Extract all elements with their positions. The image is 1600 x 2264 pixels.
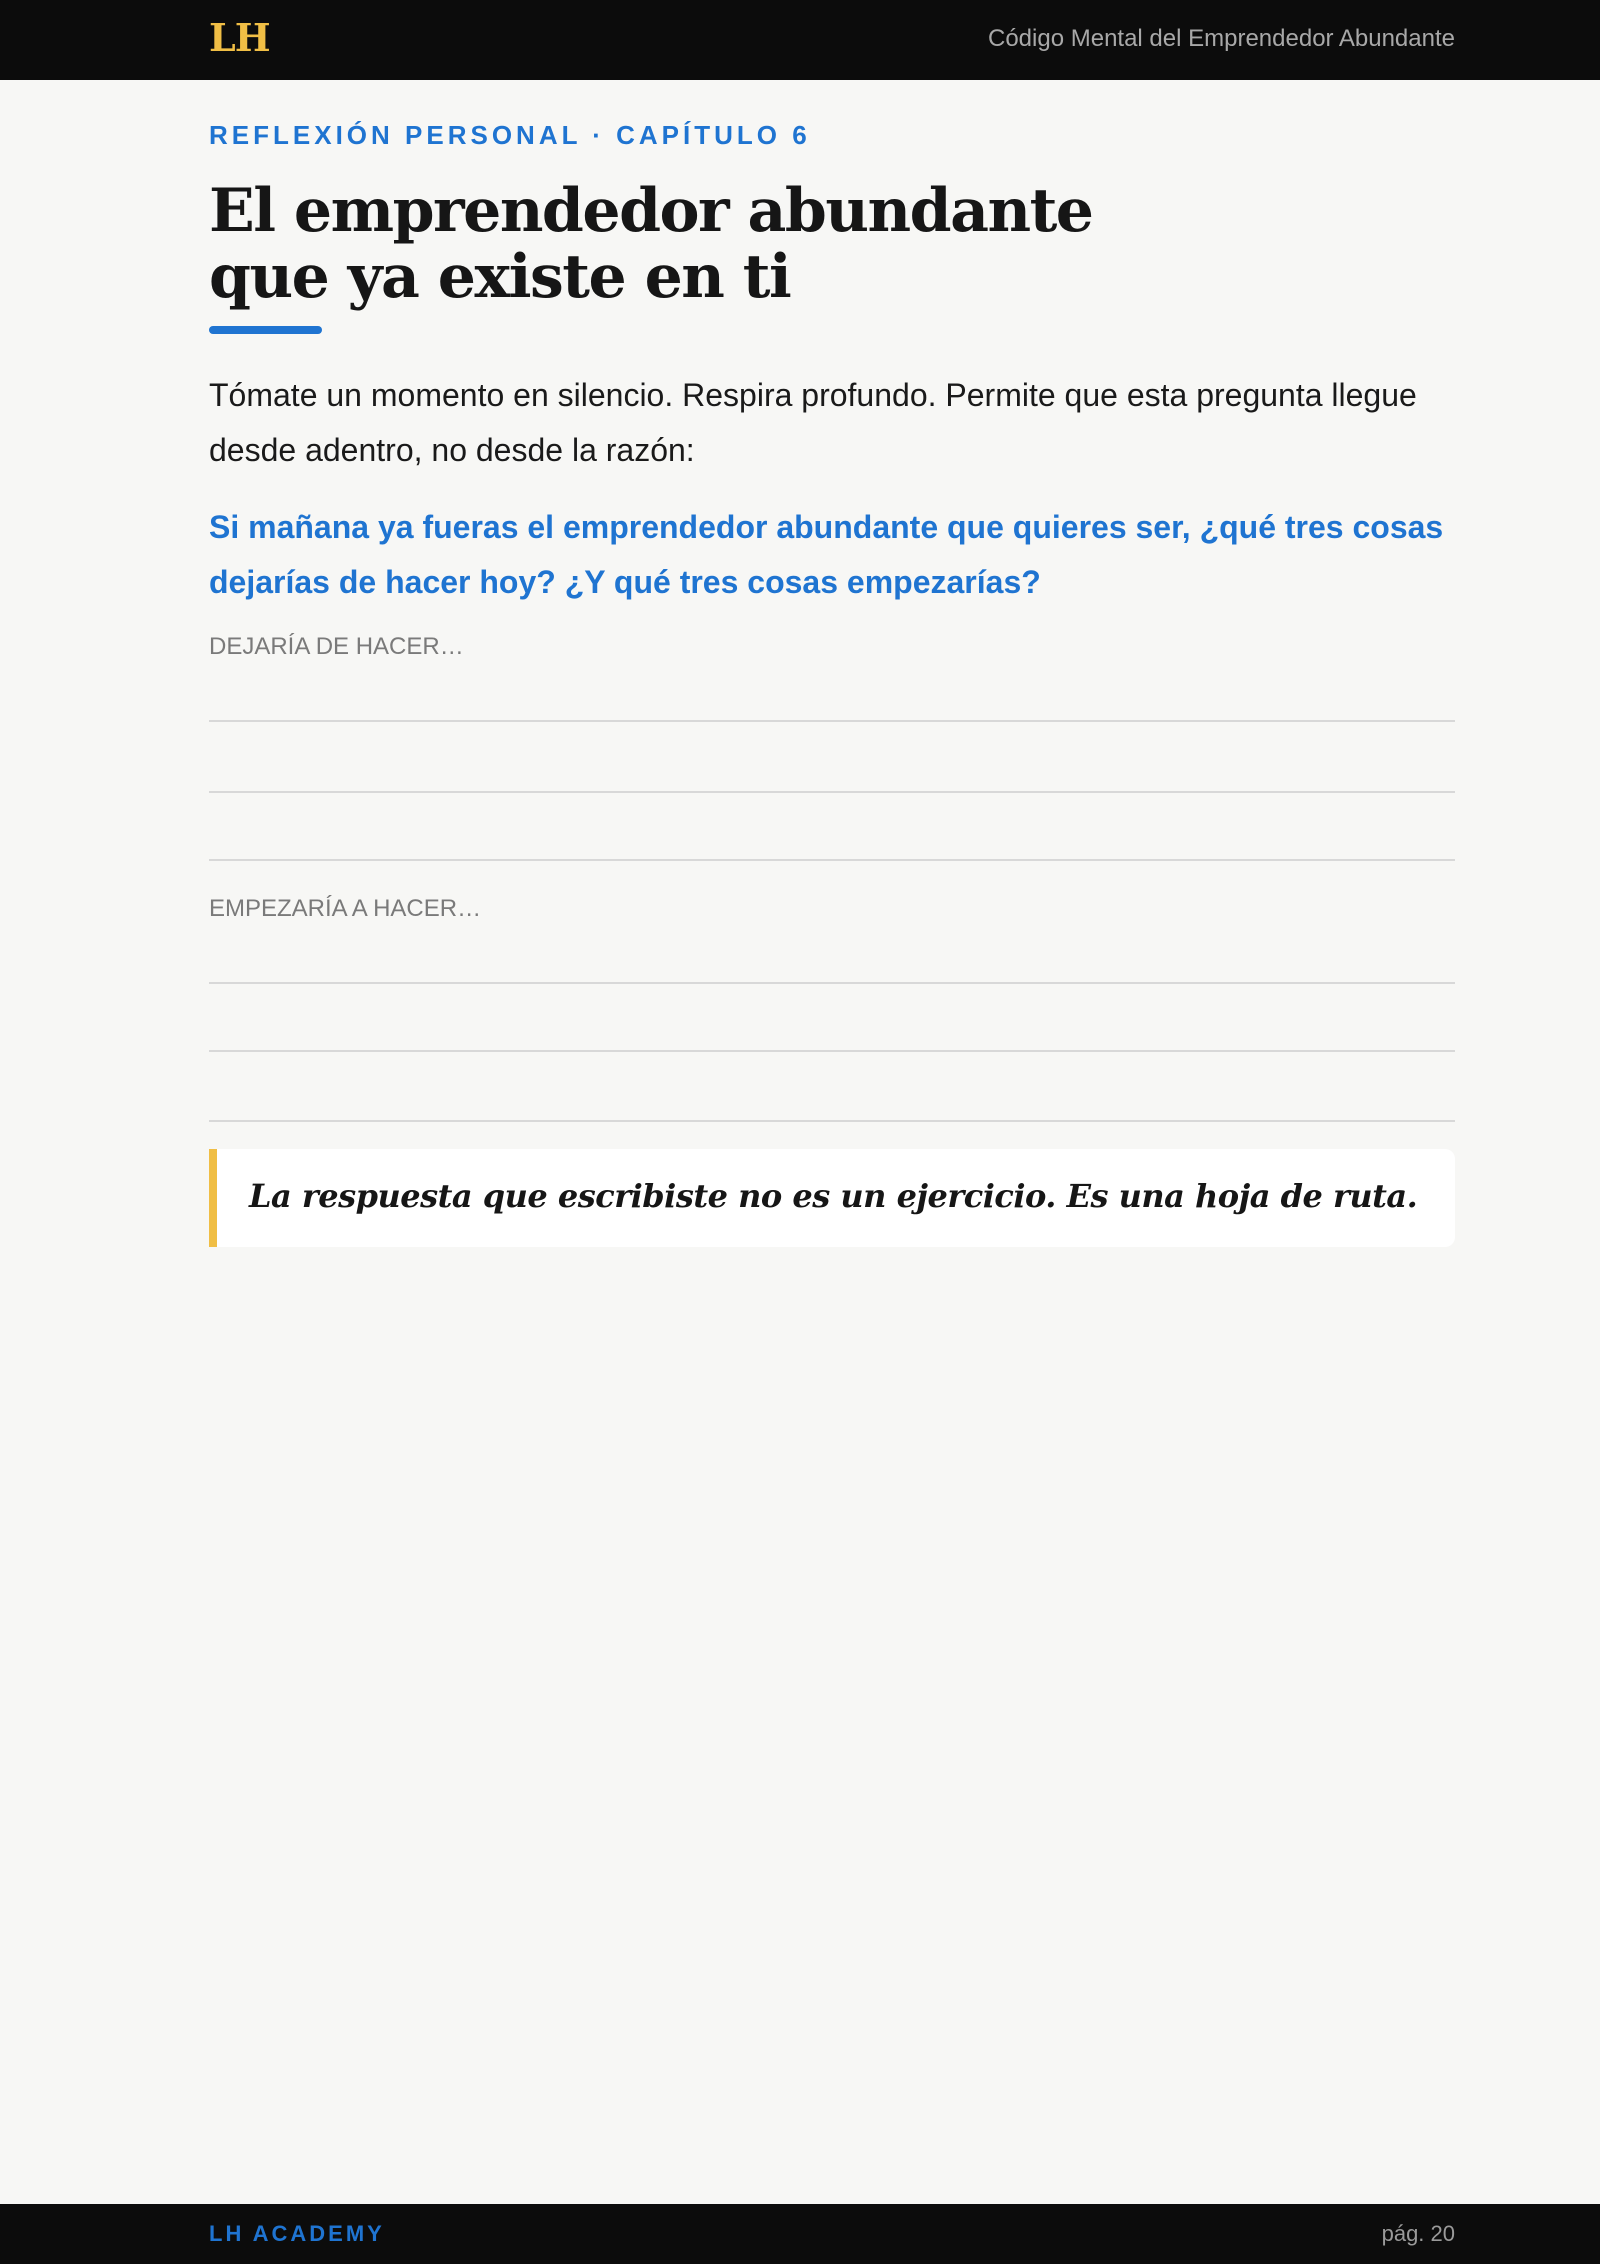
title-accent-bar bbox=[209, 326, 322, 334]
writing-line[interactable] bbox=[209, 859, 1455, 861]
reflection-question: Si mañana ya fueras el emprendedor abundante que quieres ser, ¿qué tres cosas dejarías de hacer hoy? ¿Y qué tres cosas empezarías? bbox=[209, 509, 1444, 600]
logo: LH bbox=[209, 15, 270, 60]
page-title-line-1: El emprendedor abundante bbox=[209, 176, 1093, 246]
footer-bar bbox=[0, 2204, 1600, 2264]
document-title: Código Mental del Emprendedor Abundante bbox=[988, 25, 1455, 52]
start-doing-label: EMPEZARÍA A HACER… bbox=[209, 895, 482, 922]
chapter-eyebrow: REFLEXIÓN PERSONAL · CAPÍTULO 6 bbox=[209, 120, 811, 150]
page-number: pág. 20 bbox=[1381, 2221, 1455, 2246]
writing-line[interactable] bbox=[209, 720, 1455, 722]
footer-brand: LH ACADEMY bbox=[209, 2221, 385, 2246]
top-bar bbox=[0, 0, 1600, 80]
intro-paragraph: Tómate un momento en silencio. Respira profundo. Permite que esta pregunta llegue desde adentro, no desde la razón: bbox=[209, 377, 1417, 468]
page-title bbox=[209, 178, 1092, 310]
closing-quote-card bbox=[209, 1149, 1455, 1247]
closing-quote-text: La respuesta que escribiste no es un ejercicio. Es una hoja de ruta. bbox=[249, 1177, 1418, 1215]
page-title-line-2: que ya existe en ti bbox=[209, 242, 791, 312]
writing-line[interactable] bbox=[209, 982, 1455, 984]
writing-line[interactable] bbox=[209, 791, 1455, 793]
stop-doing-label: DEJARÍA DE HACER… bbox=[209, 633, 464, 660]
writing-line[interactable] bbox=[209, 1050, 1455, 1052]
writing-line[interactable] bbox=[209, 1120, 1455, 1122]
